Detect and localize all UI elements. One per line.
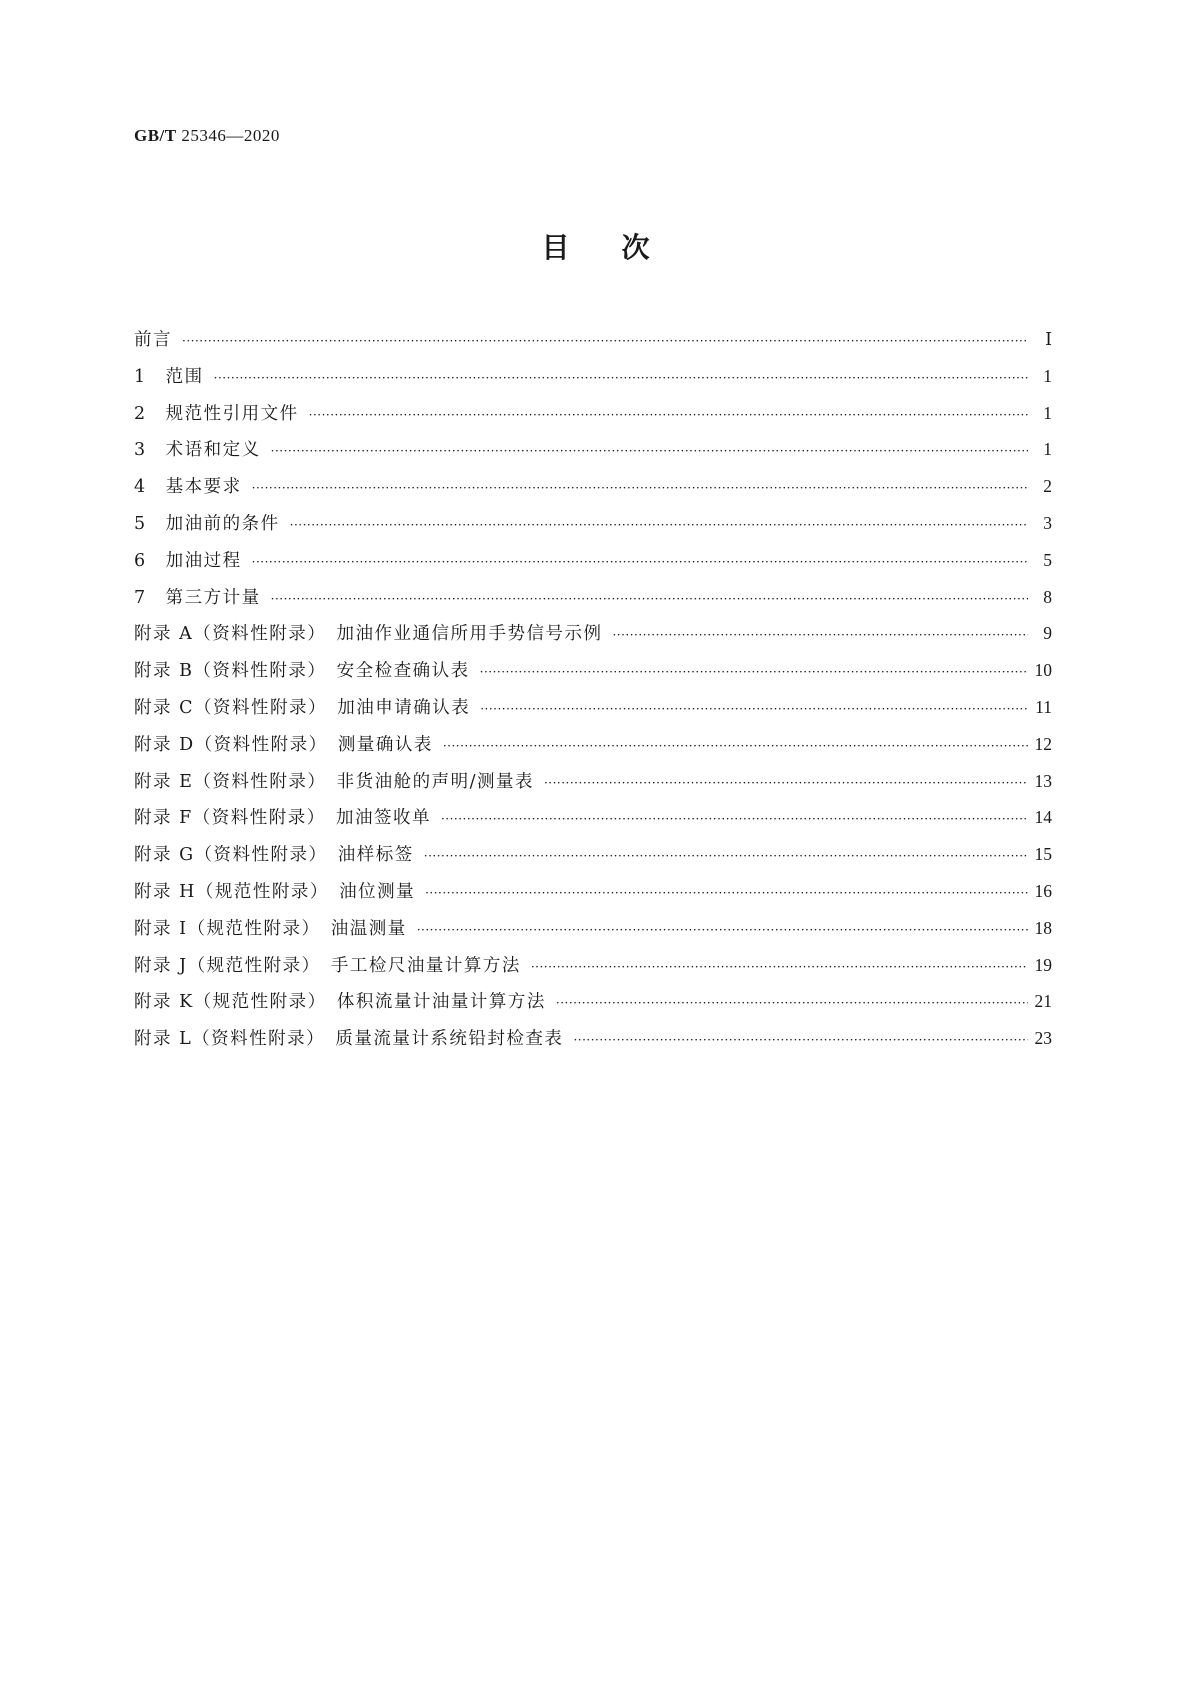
toc-leader-dots bbox=[612, 628, 1028, 642]
toc-entry-7[interactable] bbox=[134, 584, 1052, 621]
toc-entry-3[interactable] bbox=[134, 436, 1052, 473]
toc-entry-1[interactable] bbox=[134, 363, 1052, 400]
toc-entry-label: 附录 C（资料性附录） 加油申请确认表 bbox=[134, 697, 471, 718]
toc-entry-label: 1 范围 bbox=[134, 366, 204, 387]
toc-entry-appendix-g[interactable] bbox=[134, 841, 1052, 878]
toc-entry-label: 2 规范性引用文件 bbox=[134, 403, 299, 424]
toc-entry-page: 21 bbox=[1034, 991, 1052, 1012]
toc-entry-page: Ⅰ bbox=[1045, 329, 1052, 349]
toc-entry-page: 1 bbox=[1043, 439, 1052, 460]
toc-entry-label: 附录 D（资料性附录） 测量确认表 bbox=[134, 734, 433, 755]
document-code-prefix: GB/T bbox=[134, 126, 177, 145]
toc-entry-label: 6 加油过程 bbox=[134, 550, 242, 571]
toc-leader-dots bbox=[252, 481, 1028, 495]
toc-leader-dots bbox=[271, 444, 1028, 458]
toc-entry-appendix-f[interactable] bbox=[134, 804, 1052, 841]
toc-entry-label: 3 术语和定义 bbox=[134, 440, 261, 461]
toc-leader-dots bbox=[544, 776, 1028, 790]
toc-entry-label: 7 第三方计量 bbox=[134, 587, 261, 608]
toc-entry-page: 10 bbox=[1034, 660, 1052, 681]
toc-entry-label: 5 加油前的条件 bbox=[134, 513, 280, 534]
toc-entry-label: 附录 A（资料性附录） 加油作业通信所用手势信号示例 bbox=[134, 624, 603, 645]
toc-entry-appendix-b[interactable] bbox=[134, 657, 1052, 694]
toc-leader-dots bbox=[290, 518, 1028, 532]
toc-entry-appendix-d[interactable] bbox=[134, 731, 1052, 768]
toc-entry-appendix-l[interactable] bbox=[134, 1025, 1052, 1062]
toc-entry-appendix-j[interactable] bbox=[134, 952, 1052, 989]
toc-entry-page: 19 bbox=[1034, 954, 1052, 975]
toc-leader-dots bbox=[417, 923, 1028, 937]
toc-entry-page: 14 bbox=[1034, 807, 1052, 828]
toc-entry-page: 23 bbox=[1034, 1028, 1052, 1049]
toc-entry-appendix-h[interactable] bbox=[134, 878, 1052, 915]
toc-entry-page: 3 bbox=[1043, 512, 1052, 533]
toc-entry-label: 附录 I（规范性附录） 油温测量 bbox=[134, 918, 407, 939]
toc-entry-page: 1 bbox=[1043, 402, 1052, 423]
toc-entry-label: 附录 H（规范性附录） 油位测量 bbox=[134, 881, 416, 902]
document-code bbox=[134, 126, 280, 146]
toc-entry-label: 附录 B（资料性附录） 安全检查确认表 bbox=[134, 661, 470, 682]
toc-leader-dots bbox=[531, 960, 1028, 974]
toc-leader-dots bbox=[271, 592, 1028, 606]
toc-leader-dots bbox=[573, 1033, 1028, 1047]
toc-leader-dots bbox=[480, 665, 1028, 679]
toc-entry-page: 9 bbox=[1043, 623, 1052, 644]
toc-leader-dots bbox=[252, 555, 1028, 569]
toc-leader-dots bbox=[441, 812, 1028, 826]
toc-entry-6[interactable] bbox=[134, 547, 1052, 584]
toc-entry-page: 15 bbox=[1034, 844, 1052, 865]
toc-leader-dots bbox=[480, 702, 1028, 716]
toc-leader-dots bbox=[182, 334, 1028, 348]
page-title: 目次 bbox=[541, 231, 702, 264]
toc-entry-2[interactable] bbox=[134, 400, 1052, 437]
toc-entry-page: 8 bbox=[1043, 586, 1052, 607]
toc-entry-page: 1 bbox=[1043, 365, 1052, 386]
toc-entry-label: 附录 F（资料性附录） 加油签收单 bbox=[134, 808, 431, 829]
toc-entry-page: 16 bbox=[1034, 880, 1052, 901]
toc-entry-label: 附录 J（规范性附录） 手工检尺油量计算方法 bbox=[134, 955, 521, 976]
toc-entry-4[interactable] bbox=[134, 473, 1052, 510]
toc-entry-appendix-i[interactable] bbox=[134, 915, 1052, 952]
toc-entry-appendix-e[interactable] bbox=[134, 768, 1052, 805]
toc-entry-appendix-a[interactable] bbox=[134, 620, 1052, 657]
toc-leader-dots bbox=[309, 408, 1028, 422]
toc-entry-page: 5 bbox=[1043, 549, 1052, 570]
toc-entry-page: 12 bbox=[1034, 733, 1052, 754]
toc-entry-appendix-c[interactable] bbox=[134, 694, 1052, 731]
table-of-contents bbox=[134, 326, 1052, 1062]
document-code-number: 25346—2020 bbox=[181, 126, 280, 145]
toc-entry-appendix-k[interactable] bbox=[134, 988, 1052, 1025]
toc-entry-page: 13 bbox=[1034, 770, 1052, 791]
toc-leader-dots bbox=[425, 886, 1028, 900]
toc-entry-page: 18 bbox=[1034, 917, 1052, 938]
toc-leader-dots bbox=[556, 996, 1028, 1010]
toc-entry-label: 附录 G（资料性附录） 油样标签 bbox=[134, 845, 414, 866]
toc-entry-label: 前言 bbox=[134, 330, 172, 350]
toc-leader-dots bbox=[424, 849, 1028, 863]
toc-leader-dots bbox=[214, 371, 1028, 385]
toc-entry-page: 11 bbox=[1035, 696, 1052, 717]
toc-leader-dots bbox=[443, 739, 1028, 753]
toc-entry-label: 附录 E（资料性附录） 非货油舱的声明/测量表 bbox=[134, 771, 534, 792]
toc-entry-label: 附录 K（规范性附录） 体积流量计油量计算方法 bbox=[134, 992, 546, 1013]
toc-entry-foreword[interactable] bbox=[134, 326, 1052, 363]
toc-entry-label: 4 基本要求 bbox=[134, 477, 242, 498]
toc-entry-page: 2 bbox=[1043, 476, 1052, 497]
toc-entry-5[interactable] bbox=[134, 510, 1052, 547]
toc-entry-label: 附录 L（资料性附录） 质量流量计系统铅封检查表 bbox=[134, 1029, 564, 1050]
